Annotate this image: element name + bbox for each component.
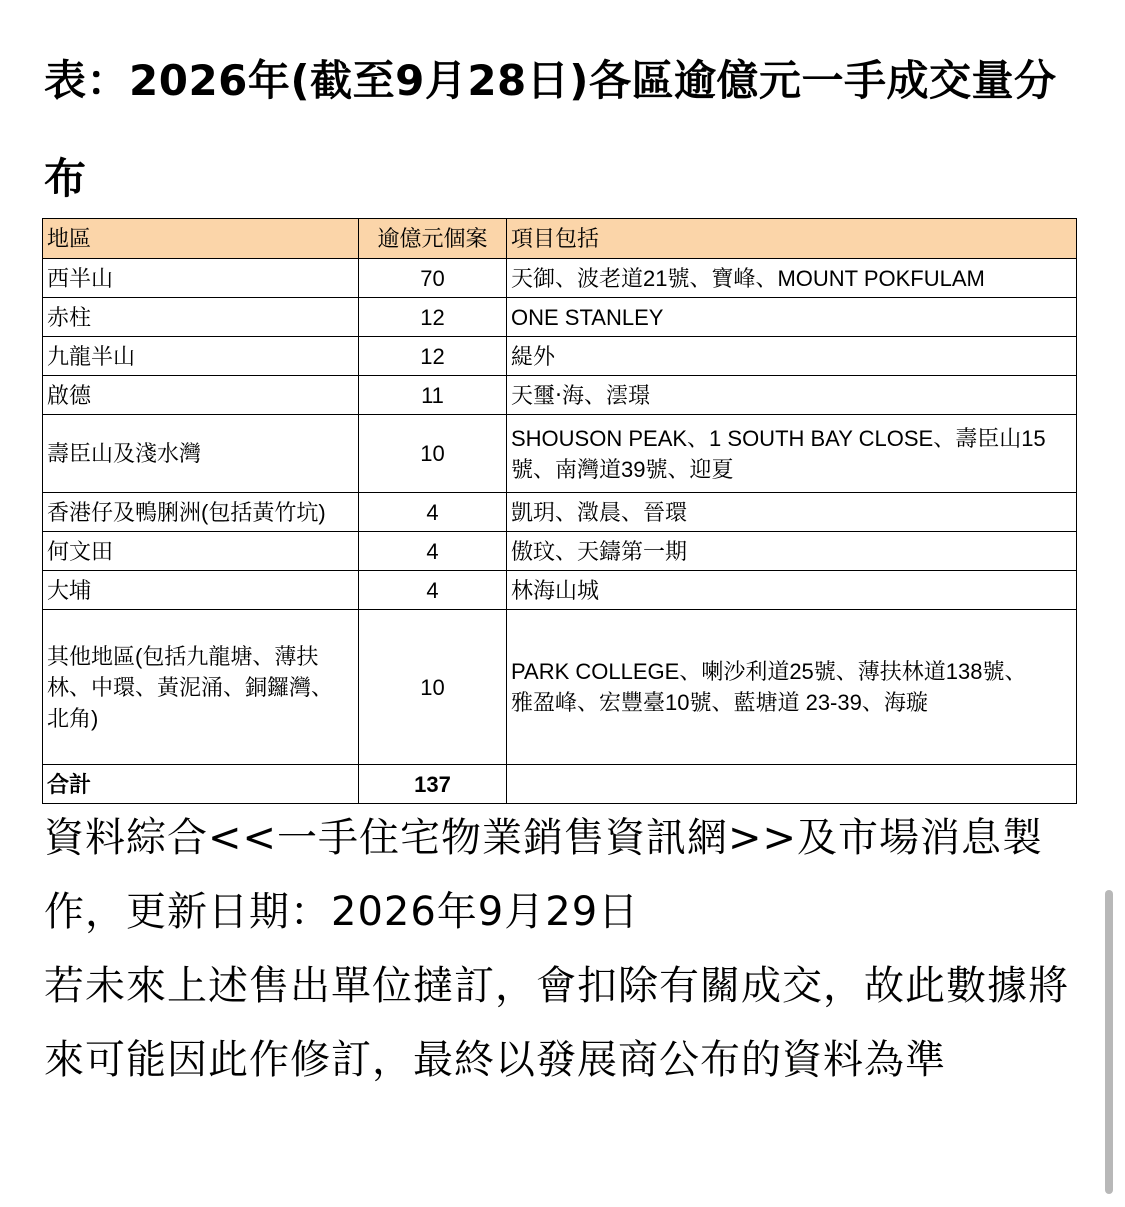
- count-cell: 70: [359, 259, 507, 298]
- count-cell: 4: [359, 571, 507, 610]
- total-row: [43, 765, 1077, 804]
- total-count: 137: [359, 765, 507, 804]
- projects-cell: 傲玟、天鑄第一期: [507, 532, 1077, 571]
- district-table: [42, 218, 1077, 804]
- page-title: 表：2026年(截至9月28日)各區逾億元一手成交量分布: [44, 56, 1057, 203]
- table-row: [43, 259, 1077, 298]
- projects-cell: 緹外: [507, 337, 1077, 376]
- table-row: [43, 298, 1077, 337]
- district-cell: 何文田: [43, 532, 359, 571]
- projects-cell: 天璽‧海、澐璟: [507, 376, 1077, 415]
- header-projects: 項目包括: [507, 219, 1077, 259]
- table-row: [43, 415, 1077, 493]
- header-count: 逾億元個案: [359, 219, 507, 259]
- header-district: 地區: [43, 219, 359, 259]
- district-cell: 其他地區(包括九龍塘、薄扶林、中環、黃泥涌、銅鑼灣、北角): [43, 610, 359, 765]
- district-cell: 香港仔及鴨脷洲(包括黃竹坑): [43, 493, 359, 532]
- table-row: [43, 376, 1077, 415]
- projects-cell: SHOUSON PEAK、1 SOUTH BAY CLOSE、壽臣山15號、南灣道39號、迎夏: [507, 415, 1077, 493]
- projects-cell: 林海山城: [507, 571, 1077, 610]
- count-cell: 4: [359, 493, 507, 532]
- projects-cell: ONE STANLEY: [507, 298, 1077, 337]
- scrollbar[interactable]: [1105, 890, 1113, 1194]
- count-cell: 4: [359, 532, 507, 571]
- projects-cell: 凱玥、澂晨、晉環: [507, 493, 1077, 532]
- district-cell: 九龍半山: [43, 337, 359, 376]
- projects-cell: 天御、波老道21號、寶峰、MOUNT POKFULAM: [507, 259, 1077, 298]
- projects-cell: [507, 610, 1077, 765]
- disclaimer-note: 若未來上述售出單位撻訂，會扣除有關成交，故此數據將來可能因此作修訂，最終以發展商公布的資料為準: [44, 963, 1069, 1083]
- district-cell: 大埔: [43, 571, 359, 610]
- district-cell: 赤柱: [43, 298, 359, 337]
- source-note: 資料綜合<<一手住宅物業銷售資訊網>>及市場消息製作，更新日期：2026年9月29日: [44, 815, 1044, 935]
- table-row: [43, 532, 1077, 571]
- total-label: 合計: [43, 765, 359, 804]
- table-header-row: [43, 219, 1077, 259]
- district-cell: 啟德: [43, 376, 359, 415]
- count-cell: 10: [359, 610, 507, 765]
- table-row: [43, 337, 1077, 376]
- district-cell: 壽臣山及淺水灣: [43, 415, 359, 493]
- district-cell: 西半山: [43, 259, 359, 298]
- table-row: [43, 571, 1077, 610]
- projects-line: PARK COLLEGE、喇沙利道25號、薄扶林道138號、: [511, 659, 1027, 684]
- count-cell: 12: [359, 337, 507, 376]
- projects-line: 雅盈峰、宏豐臺10號、藍塘道 23-39、海璇: [511, 690, 928, 715]
- count-cell: 11: [359, 376, 507, 415]
- table-row: [43, 493, 1077, 532]
- table-row: [43, 610, 1077, 765]
- total-projects: [507, 765, 1077, 804]
- count-cell: 10: [359, 415, 507, 493]
- source-notes: [44, 801, 1089, 1097]
- count-cell: 12: [359, 298, 507, 337]
